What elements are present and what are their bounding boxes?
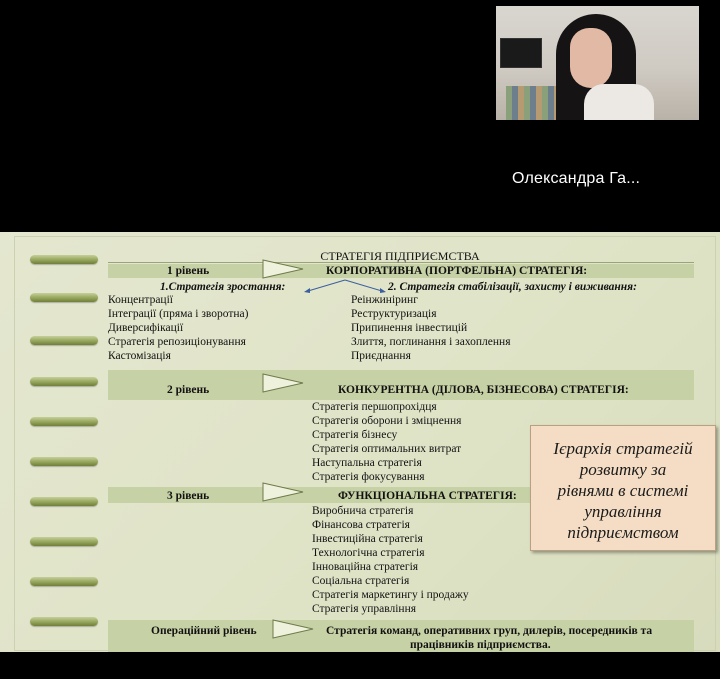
list-item: Інноваційна стратегія	[312, 561, 419, 573]
bottom-black-area	[0, 652, 720, 679]
list-item: Фінансова стратегія	[312, 519, 410, 531]
branch-arrows-icon	[300, 278, 400, 294]
arrow-right-icon	[262, 373, 304, 393]
operational-line-2: працівників підприємства.	[410, 639, 551, 651]
level3-name: ФУНКЦІОНАЛЬНА СТРАТЕГІЯ:	[338, 490, 517, 502]
list-item: Приєднання	[351, 350, 411, 362]
note-line: підприємством	[567, 523, 679, 542]
list-item: Технологічна стратегія	[312, 547, 425, 559]
list-item: Припинення інвестицій	[351, 322, 468, 334]
level3-label: 3 рівень	[167, 490, 210, 502]
slide-title: СТРАТЕГІЯ ПІДПРИЄМСТВА	[320, 249, 480, 263]
list-item: Стратегія бізнесу	[312, 429, 398, 441]
ring-icon	[30, 537, 98, 546]
arrow-right-icon	[262, 482, 304, 502]
list-item: Виробнича стратегія	[312, 505, 414, 517]
level2-name: КОНКУРЕНТНА (ДІЛОВА, БІЗНЕСОВА) СТРАТЕГІЯ:	[338, 384, 629, 396]
level1-name: КОРПОРАТИВНА (ПОРТФЕЛЬНА) СТРАТЕГІЯ:	[326, 265, 588, 277]
ring-icon	[30, 457, 98, 466]
list-item: Стратегія оптимальних витрат	[312, 443, 462, 455]
list-item: Концентрації	[108, 294, 173, 306]
list-item: Соціальна стратегія	[312, 575, 410, 587]
ring-icon	[30, 617, 98, 626]
list-item: Стратегія управління	[312, 603, 417, 615]
ring-icon	[30, 293, 98, 302]
background-photo-wall	[506, 86, 558, 120]
list-item: Стратегія репозиціонування	[108, 336, 246, 348]
list-item: Стратегія маркетингу і продажу	[312, 589, 469, 601]
operational-line-1: Стратегія команд, оперативних груп, дилерів, посередників та	[326, 625, 653, 637]
participant-name: Олександра Га...	[512, 170, 641, 187]
growth-title: 1.Стратегія зростання:	[160, 281, 286, 293]
list-item: Реінжиніринг	[351, 294, 418, 306]
note-line: Ієрархія стратегій	[553, 439, 693, 458]
note-line: рівнями в системі	[557, 481, 689, 500]
list-item: Злиття, поглинання і захоплення	[351, 336, 511, 348]
ring-icon	[30, 497, 98, 506]
arrow-right-icon	[262, 259, 304, 279]
level2-label: 2 рівень	[167, 384, 210, 396]
ring-icon	[30, 377, 98, 386]
operational-label: Операційний рівень	[151, 625, 257, 637]
level1-label: 1 рівень	[167, 265, 210, 277]
list-item: Стратегія першопрохідця	[312, 401, 437, 413]
arrow-right-icon	[272, 619, 314, 639]
ring-icon	[30, 336, 98, 345]
note-line: розвитку за	[579, 460, 667, 479]
note-line: управління	[584, 502, 662, 521]
participant-video[interactable]	[496, 6, 699, 120]
participant-face	[570, 28, 612, 88]
list-item: Інвестиційна стратегія	[312, 533, 423, 545]
participant-body	[584, 84, 654, 120]
list-item: Диверсифікації	[108, 322, 184, 334]
stabilization-title: 2. Стратегія стабілізації, захисту і виживання:	[388, 281, 637, 293]
ring-icon	[30, 417, 98, 426]
background-tv	[500, 38, 542, 68]
ring-icon	[30, 577, 98, 586]
list-item: Стратегія оборони і зміцнення	[312, 415, 462, 427]
list-item: Інтеграції (пряма і зворотна)	[108, 308, 249, 320]
list-item: Наступальна стратегія	[312, 457, 422, 469]
ring-icon	[30, 255, 98, 264]
list-item: Стратегія фокусування	[312, 471, 425, 483]
list-item: Кастомізація	[108, 350, 171, 362]
list-item: Реструктуризація	[351, 308, 437, 320]
hierarchy-note	[530, 425, 716, 551]
